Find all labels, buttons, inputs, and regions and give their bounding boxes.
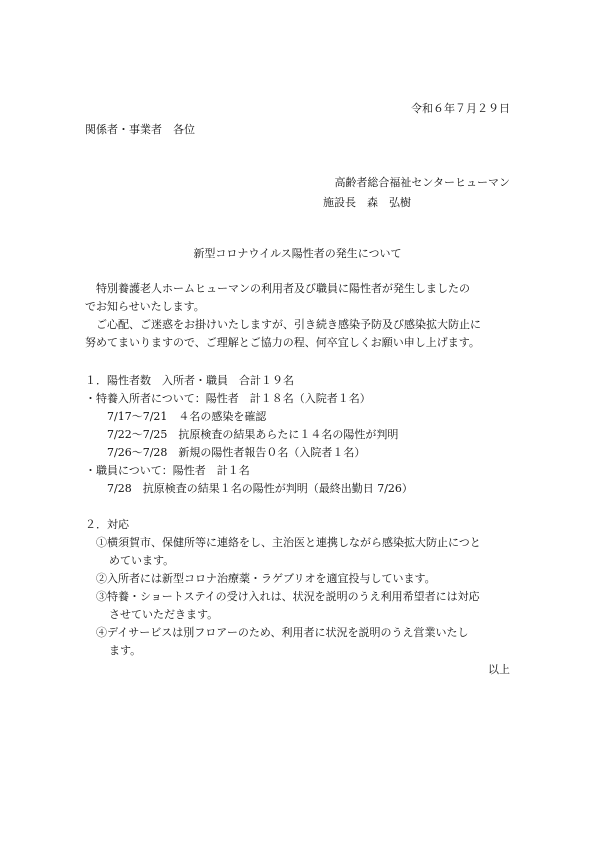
document-date: 令和６年７月２９日 [411,102,510,115]
response-item-3-line-2: させていただきます。 [109,608,219,621]
intro-paragraph-2-line-1: ご心配、ご迷惑をお掛けいたしますが、引き続き感染予防及び感染拡大防止に [96,318,481,331]
staff-item-1: 7/28 抗原検査の結果１名の陽性が判明（最終出勤日 7/26） [107,482,413,495]
section-1-heading: １．陽性者数 入所者・職員 合計１９名 [85,374,294,387]
residents-heading: ・特養入所者について：陽性者 計１８名（入院者１名） [85,392,371,405]
intro-paragraph-1-line-1: 特別養護老人ホームヒューマンの利用者及び職員に陽性者が発生しましたの [96,282,470,295]
staff-heading: ・職員について：陽性者 計１名 [85,464,250,477]
response-item-4-line-1: ④デイサービスは別フロアーのため、利用者に状況を説明のうえ営業いたし [96,626,469,639]
response-item-3-line-1: ③特養・ショートステイの受け入れは、状況を説明のうえ利用希望者には対応 [96,590,480,603]
document-title: 新型コロナウイルス陽性者の発生について [193,247,402,260]
sender-organization: 高齢者総合福祉センターヒューマン [334,176,510,189]
section-2-heading: ２．対応 [85,518,129,531]
intro-paragraph-1-line-2: でお知らせいたします。 [85,300,205,313]
intro-paragraph-2-line-2: 努めてまいりますので、ご理解とご協力の程、何卒宜しくお願い申し上げます。 [85,336,480,349]
residents-item-2: 7/22～7/25 抗原検査の結果あらたに１４名の陽性が判明 [107,428,399,441]
recipients-line: 関係者・事業者 各位 [85,123,195,136]
closing-mark: 以上 [488,663,510,676]
residents-item-3: 7/26～7/28 新規の陽性者報告０名（入院者１名） [107,446,366,459]
response-item-1-line-2: めています。 [109,554,175,567]
response-item-1-line-1: ①横須賀市、保健所等に連絡をし、主治医と連携しながら感染拡大防止につと [96,536,481,549]
sender-person: 施設長 森 弘樹 [323,196,411,209]
residents-item-1: 7/17～7/21 ４名の感染を確認 [107,410,267,423]
response-item-2-line-1: ②入所者には新型コロナ治療薬・ラゲブリオを適宜投与しています。 [96,572,436,585]
response-item-4-line-2: ます。 [109,644,142,657]
